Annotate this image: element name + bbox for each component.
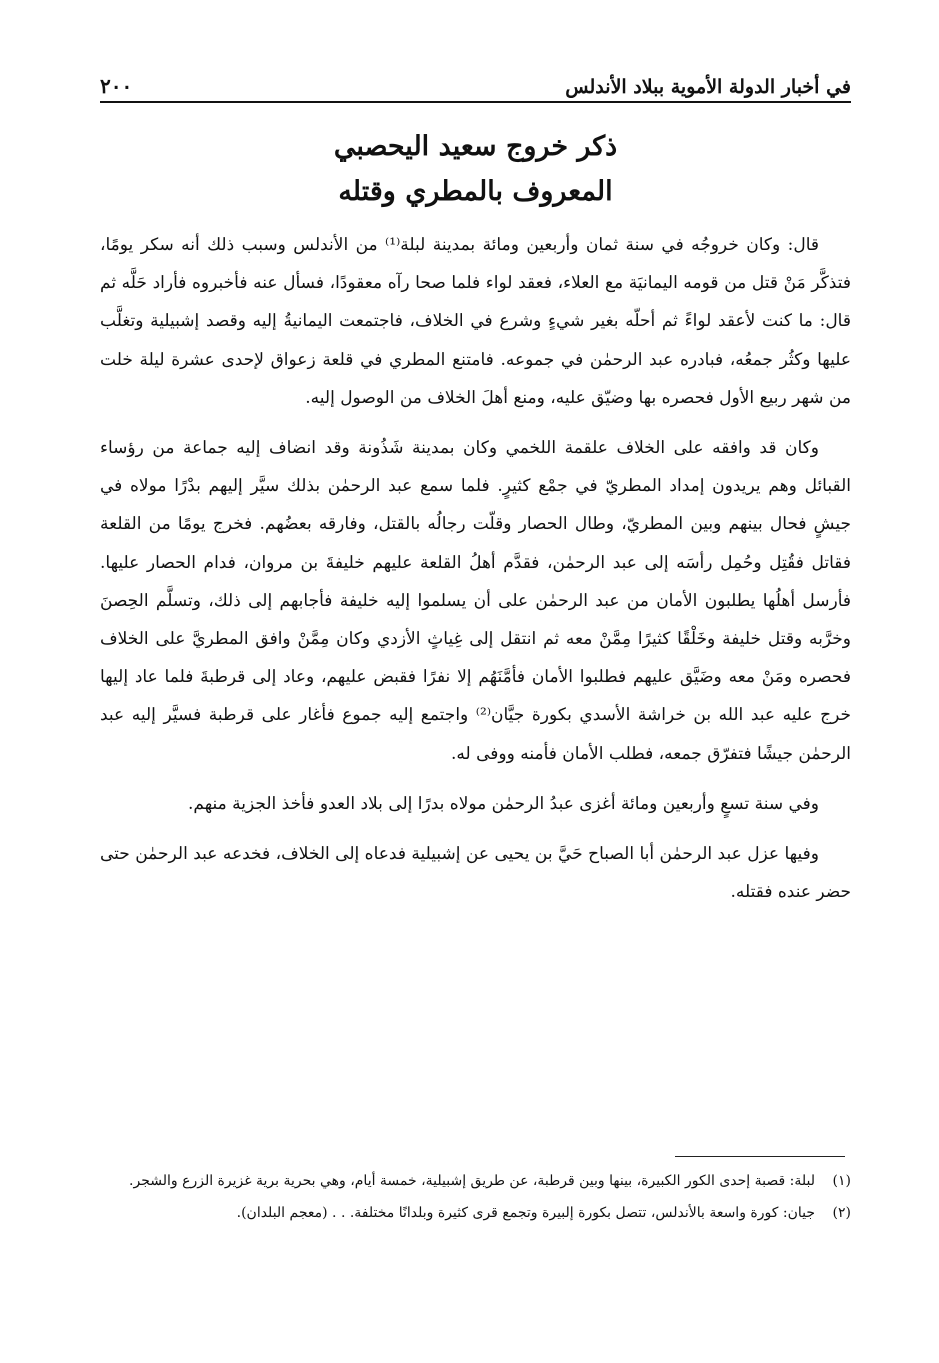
paragraph: وفيها عزل عبد الرحمٰن أبا الصباح حَيَّ بن يحيى عن إشبيلية فدعاه إلى الخلاف، فخدعه عبد الرحمٰن حتى حضر عنده فقتله.	[100, 844, 851, 903]
footnote	[100, 1166, 851, 1196]
paragraph: وكان قد وافقه على الخلاف علقمة اللخمي وكان بمدينة شَذُونة وقد انضاف إليه جماعة من رؤساء القبائل وهم يريدون إمداد المطريّ في جمْع كثيرٍ. فلما سمع عبد الرحمٰن بذلك سيَّر إليهم بدْرًا مولاه في جيشٍ فحال بينهم وبين المطريّ، وطال الحصار وقلّت رجالُه بالقتل، وفارقه بعضُهم. فخرج يومًا من القلعة فقاتل فقُتِل وحُمِل رأسَه إلى عبد الرحمٰن، فقدَّم أهلُ القلعة عليهم خليفةَ بن مروان، فدام الحصار عليها. فأرسل أهلُها يطلبون الأمان من عبد الرحمٰن على أن يسلموا إليه خليفة فأجابهم إلى ذلك، وتسلَّم الحِصنَ وخرَّبه وقتل خليفة وخَلْقًا كثيرًا مِمَّنْ معه ثم انتقل إلى غِياثٍ الأزدي وكان مِمَّنْ وافق المطريَّ على الخلاف فحصره ومَنْ معه وضَيَّق عليهم فطلبوا الأمان فأمَّنَهُم إلا نفرًا فقبض عليهم، وعاد إلى قرطبةَ فلما عاد إليها خرج عليه عبد الله بن خراشة الأسدي بكورة جيَّان⁽²⁾ واجتمع إليه جموع فأغار على قرطبة فسيَّر إليه عبد الرحمٰن جيشًا فتفرّق جمعه، فطلب الأمان فأمنه ووفى له.	[100, 438, 851, 764]
page-number: ٢٠٠	[100, 74, 133, 98]
footnote-rule	[675, 1156, 845, 1157]
footnote-text: لبلة: قصبة إحدى الكور الكبيرة، بينها وبين قرطبة، عن طريق إشبيلية، خمسة أيام، وهي بحرية برية غزيرة الزرع والشجر.	[129, 1173, 815, 1189]
paragraph: وفي سنة تسعٍ وأربعين ومائة أغزى عبدُ الرحمٰن مولاه بدرًا إلى بلاد العدو فأخذ الجزية منهم.	[187, 793, 819, 814]
paragraph: قال: وكان خروجُه في سنة ثمان وأربعين ومائة بمدينة لبلة⁽¹⁾ من الأندلس وسبب ذلك أنه سكر يومًا، فتذكَّر مَنْ قتل من قومه اليمانيَة مع العلاء، فعقد لواء فلما صحا رآه معقودًا، فسأل عنه فأخبروه فأراد حَلَّه ثم قال: ما كنت لأعقد لواءً ثم أحلّه بغير شيءٍ وشرع في الخلاف، فاجتمعت اليمانيةُ إليه وقصد إشبيلية وتغلَّب عليها وكثُر جمعُه، فبادره عبد الرحمٰن في جموعه. فامتنع المطري في قلعة زعواق لإحدى عشرة ليلة خلت من شهر ربيع الأول فحصره بها وضيّق عليه، ومنع أهلَ الخلاف من الوصول إليه.	[100, 235, 851, 408]
footnote-marker: (١)	[832, 1173, 851, 1189]
running-header	[100, 58, 851, 98]
running-title: في أخبار الدولة الأموية ببلاد الأندلس	[565, 76, 851, 98]
footnotes	[100, 1166, 851, 1230]
chapter-title-line-1: ذكر خروج سعيد اليحصبي	[333, 131, 618, 162]
footnote-text: جيان: كورة واسعة بالأندلس، تتصل بكورة إلبيرة وتجمع قرى كثيرة وبلدانًا مختلفة. . . (معجم البلدان).	[236, 1205, 815, 1221]
chapter-title	[100, 124, 851, 214]
body-text	[100, 226, 851, 923]
header-rule	[100, 101, 851, 103]
chapter-title-line-2: المعروف بالمطري وقتله	[338, 176, 613, 207]
footnote-marker: (٢)	[832, 1205, 851, 1221]
footnote	[100, 1198, 851, 1228]
